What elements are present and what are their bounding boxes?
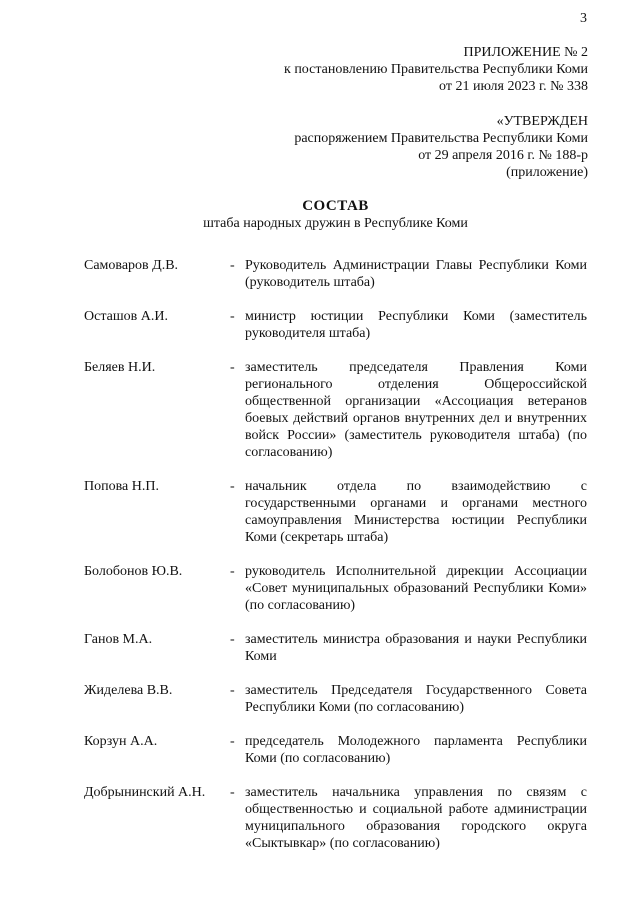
approved-order: распоряжением Правительства Республики Коми	[294, 131, 588, 146]
appendix-decree: к постановлению Правительства Республики Коми	[284, 62, 588, 77]
member-row	[84, 682, 587, 716]
appendix-header	[188, 44, 588, 95]
member-role: министр юстиции Республики Коми (заместитель руководителя штаба)	[245, 309, 587, 341]
appendix-title: ПРИЛОЖЕНИЕ № 2	[463, 45, 588, 60]
member-name: Беляев Н.И.	[84, 360, 156, 375]
member-row	[84, 733, 587, 767]
document-title: СОСТАВ	[302, 198, 369, 214]
document-subtitle: штаба народных дружин в Республике Коми	[203, 216, 468, 231]
member-row	[84, 478, 587, 546]
member-row	[84, 631, 587, 665]
member-name: Самоваров Д.В.	[84, 258, 179, 273]
member-name: Жиделева В.В.	[84, 683, 173, 698]
member-role: заместитель Председателя Государственного Совета Республики Коми (по согласованию)	[245, 683, 587, 715]
appendix-date: от 21 июля 2023 г. № 338	[439, 79, 588, 94]
member-role: заместитель министра образования и науки Республики Коми	[245, 632, 587, 664]
member-role: председатель Молодежного парламента Республики Коми (по согласованию)	[245, 734, 587, 766]
approved-title: «УТВЕРЖДЕН	[496, 114, 588, 129]
document-heading	[84, 198, 587, 232]
member-name: Осташов А.И.	[84, 309, 168, 324]
member-name: Ганов М.А.	[84, 632, 153, 647]
member-dash: -	[230, 683, 235, 698]
member-row	[84, 308, 587, 342]
member-name: Корзун А.А.	[84, 734, 158, 749]
member-name: Попова Н.П.	[84, 479, 159, 494]
member-row	[84, 784, 587, 852]
member-role: заместитель председателя Правления Коми регионального отделения Общероссийской общественной организации «Ассоциация ветеранов боевых действий органов внутренних дел и внутренних войск России» (заместитель руководителя штаба) (по согласованию)	[245, 360, 587, 460]
member-name: Болобонов Ю.В.	[84, 564, 183, 579]
approved-date: от 29 апреля 2016 г. № 188-р	[418, 148, 588, 163]
member-dash: -	[230, 564, 235, 579]
approved-note: (приложение)	[506, 165, 588, 180]
member-dash: -	[230, 479, 235, 494]
page-number: 3	[580, 11, 587, 26]
member-dash: -	[230, 258, 235, 273]
member-role: заместитель начальника управления по связям с общественностью и социальной работе администрации муниципального образования городского округа «Сыктывкар» (по согласованию)	[245, 785, 587, 851]
member-dash: -	[230, 360, 235, 375]
member-role: начальник отдела по взаимодействию с государственными органами и органами местного самоуправления Министерства юстиции Республики Коми (секретарь штаба)	[245, 479, 587, 545]
member-dash: -	[230, 785, 235, 800]
member-role: руководитель Исполнительной дирекции Ассоциации «Совет муниципальных образований Республики Коми» (по согласованию)	[245, 564, 587, 613]
members-list	[84, 257, 587, 869]
member-row	[84, 563, 587, 614]
member-dash: -	[230, 632, 235, 647]
member-name: Добрынинский А.Н.	[84, 785, 206, 800]
member-dash: -	[230, 309, 235, 324]
member-row	[84, 359, 587, 461]
member-role: Руководитель Администрации Главы Республики Коми (руководитель штаба)	[245, 258, 587, 290]
approved-header	[188, 113, 588, 181]
member-row	[84, 257, 587, 291]
member-dash: -	[230, 734, 235, 749]
